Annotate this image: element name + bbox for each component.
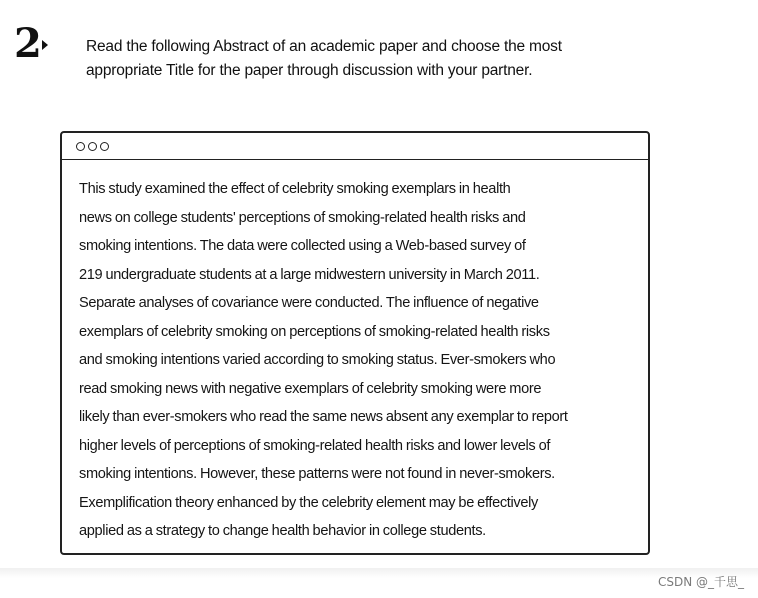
abstract-line: higher levels of perceptions of smoking-related health risks and lower levels of [79,437,551,454]
window-circle-icon [76,142,85,151]
question-arrow-icon [42,40,48,50]
abstract-line: read smoking news with negative exemplars of celebrity smoking were more [79,380,542,397]
abstract-line: likely than ever-smokers who read the same news absent any exemplar to report [79,409,568,425]
page-bottom-shadow [0,568,758,578]
window-circle-icon [88,142,97,151]
abstract-line: news on college students' perceptions of smoking-related health risks and [79,209,526,226]
abstract-line: smoking intentions. The data were collected using a Web-based survey of [79,238,526,254]
abstract-text [79,175,639,546]
abstract-line: applied as a strategy to change health behavior in college students. [79,523,486,539]
abstract-line: exemplars of celebrity smoking on perceptions of smoking-related health risks [79,323,550,340]
instruction-line: Read the following Abstract of an academic paper and choose the most [86,38,562,55]
abstract-line: smoking intentions. However, these patterns were not found in never-smokers. [79,466,555,482]
abstract-line: Separate analyses of covariance were conducted. The influence of negative [79,295,539,311]
abstract-line: This study examined the effect of celebrity smoking exemplars in health [79,181,511,197]
instruction-line: appropriate Title for the paper through discussion with your partner. [86,62,533,79]
abstract-window [60,131,650,555]
abstract-line: 219 undergraduate students at a large midwestern university in March 2011. [79,266,540,283]
watermark: CSDN @_千思_ [657,575,744,589]
window-titlebar [62,133,648,160]
abstract-line: Exemplification theory enhanced by the celebrity element may be effectively [79,494,538,511]
question-instruction [86,35,646,83]
window-circle-icon [100,142,109,151]
question-number: 2 [14,20,41,67]
abstract-line: and smoking intentions varied according to smoking status. Ever-smokers who [79,352,556,368]
